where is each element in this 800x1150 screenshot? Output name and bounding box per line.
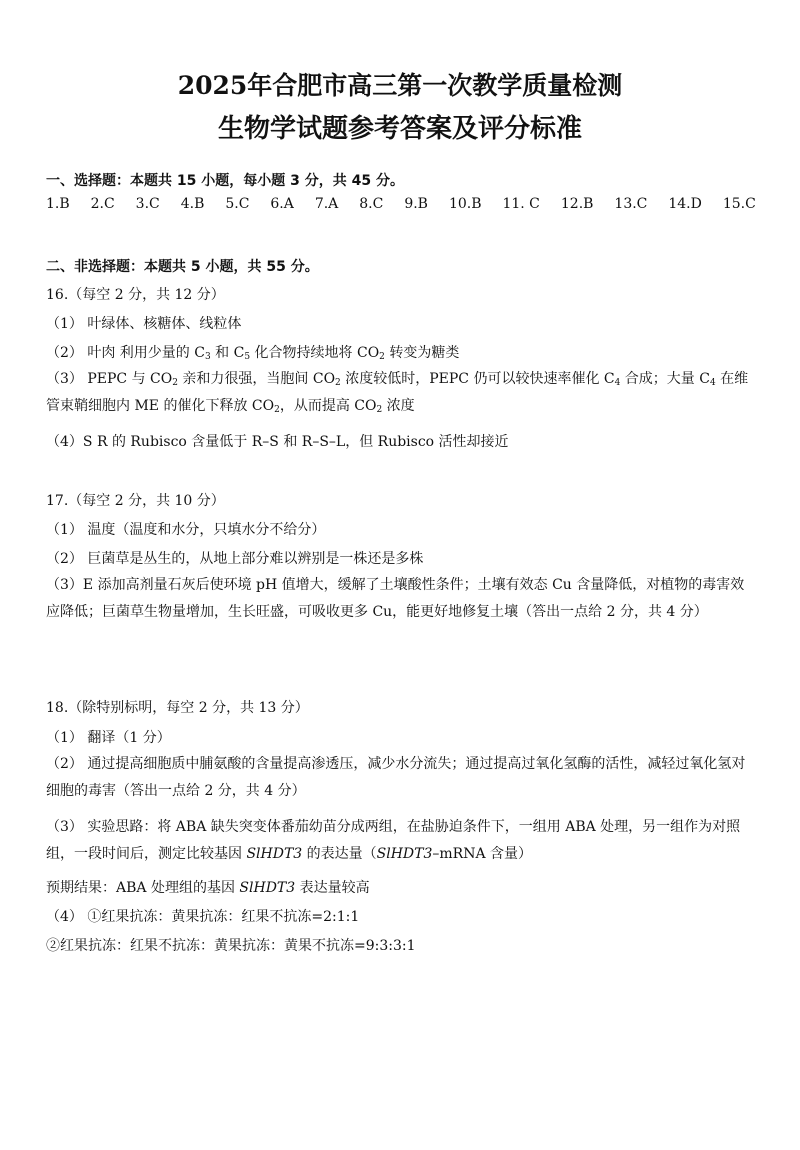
answer-item: 6.A bbox=[270, 196, 294, 212]
part1-header: 一、选择题：本题共 15 小题，每小题 3 分，共 45 分。 bbox=[46, 173, 404, 189]
q16-answer-4: （4）S R 的 Rubisco 含量低于 R–S 和 R–S–L，但 Rubisco 活性却接近 bbox=[46, 434, 509, 450]
q18-answer-4b: ②红果抗冻：红果不抗冻：黄果抗冻：黄果不抗冻=9:3:3:1 bbox=[46, 938, 416, 954]
answer-item: 8.C bbox=[359, 196, 384, 212]
q16-answer-2: （2） 叶肉 利用少量的 $C_3$ 和 $C_5$ 化合物持续地将 $CO_2$ 转变为糖类 bbox=[46, 345, 460, 362]
q16-answer-1: （1） 叶绿体、核糖体、线粒体 bbox=[46, 316, 242, 332]
answer-item: 2.C bbox=[90, 196, 115, 212]
choice-answers bbox=[46, 196, 756, 212]
answer-item: 4.B bbox=[180, 196, 205, 212]
answer-item: 11. C bbox=[502, 196, 540, 212]
answer-item: 9.B bbox=[404, 196, 428, 212]
answer-item: 12.B bbox=[560, 196, 594, 212]
q17-answer-3: （3）E 添加高剂量石灰后使环境 pH 值增大，缓解了土壤酸性条件；土壤有效态 Cu 含量降低，对植物的毒害效应降低；巨菌草生物量增加，生长旺盛，可吸收更多 Cu，能更好地修复土壤（答出一点给 2 分，共 4 分） bbox=[46, 577, 745, 620]
answer-item: 3.C bbox=[135, 196, 160, 212]
answer-item: 13.C bbox=[614, 196, 648, 212]
part2-header: 二、非选择题：本题共 5 小题，共 55 分。 bbox=[46, 259, 319, 275]
q16-heading: 16.（每空 2 分，共 12 分） bbox=[46, 287, 225, 303]
page-title: 2025年合肥市高三第一次教学质量检测 bbox=[177, 71, 623, 100]
q18-expected-result: 预期结果：ABA 处理组的基因 SlHDT3 表达量较高 bbox=[46, 880, 370, 896]
q17-answer-2: （2） 巨菌草是丛生的，从地上部分难以辨别是一株还是多株 bbox=[46, 551, 424, 567]
answer-item: 7.A bbox=[314, 196, 339, 212]
answer-item: 10.B bbox=[448, 196, 482, 212]
q18-heading: 18.（除特别标明，每空 2 分，共 13 分） bbox=[46, 700, 309, 716]
q18-answer-2: （2） 通过提高细胞质中脯氨酸的含量提高渗透压，减少水分流失；通过提高过氧化氢酶的活性，减轻过氧化氢对细胞的毒害（答出一点给 2 分，共 4 分） bbox=[46, 756, 746, 799]
q17-answer-1: （1） 温度（温度和水分，只填水分不给分） bbox=[46, 522, 326, 538]
answer-item: 15.C bbox=[722, 196, 756, 212]
q16-answer-3: （3） PEPC 与 $CO_2$ 亲和力很强，当胞间 $CO_2$ 浓度较低时，PEPC 仍可以较快速率催化 $C_4$ 合成；大量 $C_4$ 在维管束鞘细胞内 ME 的催化下释放 $CO_2$，从而提高 $CO_2$ 浓度 bbox=[46, 371, 749, 415]
q18-answer-1: （1） 翻译（1 分） bbox=[46, 730, 171, 746]
answer-item: 5.C bbox=[225, 196, 250, 212]
page-subtitle: 生物学试题参考答案及评分标准 bbox=[217, 114, 582, 144]
q18-answer-4: （4） ①红果抗冻：黄果抗冻：红果不抗冻=2:1:1 bbox=[46, 909, 360, 925]
q17-heading: 17.（每空 2 分，共 10 分） bbox=[46, 493, 225, 509]
answer-item: 14.D bbox=[668, 196, 702, 212]
q18-answer-3: （3） 实验思路：将 ABA 缺失突变体番茄幼苗分成两组，在盐胁迫条件下，一组用 ABA 处理，另一组作为对照组，一段时间后，测定比较基因 SlHDT3 的表达量（SlHDT3–mRNA 含量） bbox=[46, 819, 741, 862]
answer-item: 1.B bbox=[46, 196, 70, 212]
